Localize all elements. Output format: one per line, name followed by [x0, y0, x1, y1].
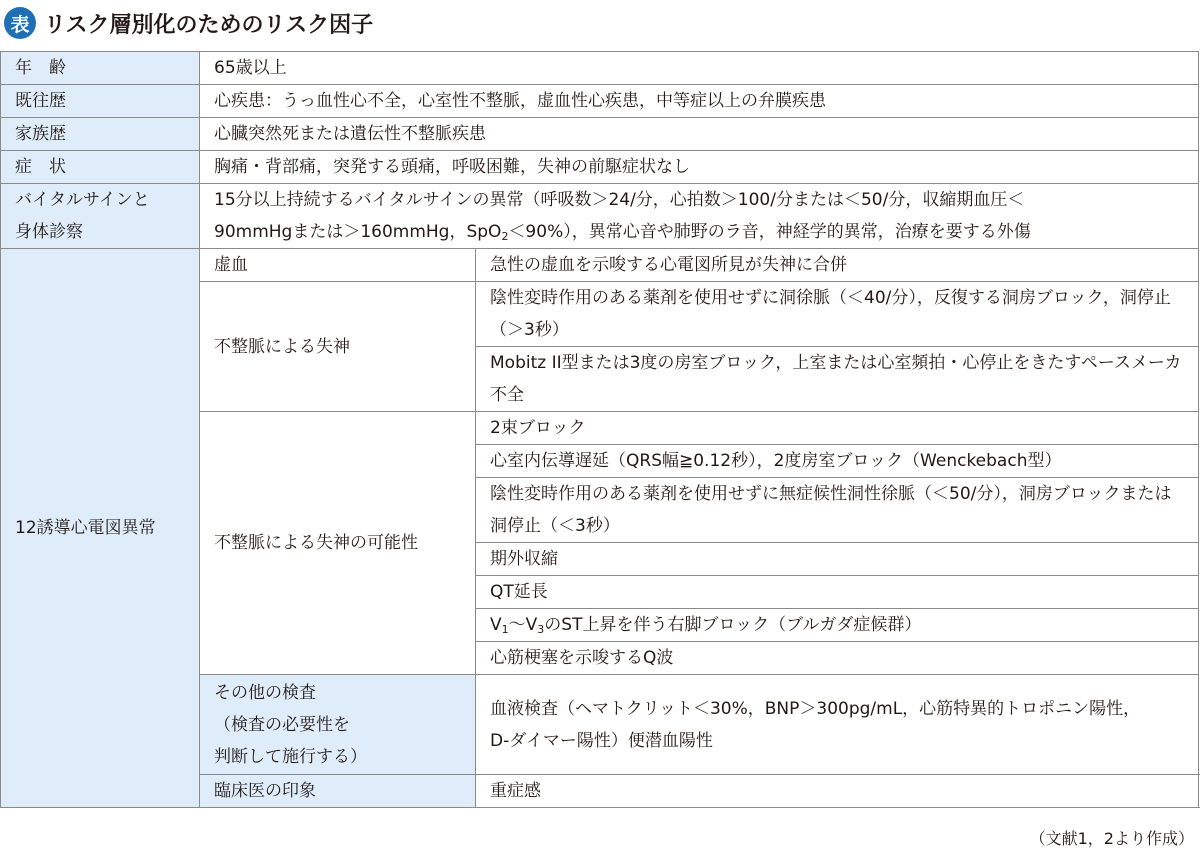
- table-row-age: [1, 52, 1199, 85]
- other-value-line1: 血液検査（ヘマトクリット＜30%，BNP＞300pg/mL，心筋特異的トロポニン陽性，: [490, 698, 1141, 719]
- table-title: [4, 6, 373, 40]
- vitals-spo2-text: 90mmHgまたは＞160mmHg，SpO: [214, 222, 502, 242]
- table-title-text: リスク層別化のためのリスク因子: [44, 12, 374, 38]
- row-label-other-line1: その他の検査: [214, 682, 316, 703]
- source-citation: （文献1，2より作成）: [1029, 829, 1194, 848]
- other-value-line2: D-ダイマー陽性）便潜血陽性: [490, 730, 713, 751]
- table-row-history: [1, 85, 1199, 118]
- table-row-ecg-ischemia: [1, 249, 1199, 282]
- vitals-value-line2: [214, 216, 1184, 248]
- row-label-ecg: 12誘導心電図異常: [1, 249, 200, 808]
- ecg-arrhythmia-item-2: Mobitz II型または3度の房室ブロック，上室または心室頻拍・心停止をきたすペースメーカ不全: [476, 347, 1199, 412]
- row-label-other-line3: 判断して施行する）: [214, 746, 367, 767]
- row-value-history: 心疾患：うっ血性心不全，心室性不整脈，虚血性心疾患，中等症以上の弁膜疾患: [200, 85, 1199, 118]
- ecg-possible-item-1: 2束ブロック: [476, 412, 1199, 445]
- risk-factor-table: [0, 51, 1199, 808]
- row-label-symptoms: 症 状: [1, 151, 200, 184]
- ecg-arrhythmia-label: 不整脈による失神: [200, 282, 476, 412]
- ecg-possible-item-7: 心筋梗塞を示唆するQ波: [476, 642, 1199, 675]
- row-value-other: [476, 675, 1199, 775]
- brugada-v-text: V: [490, 615, 502, 635]
- ecg-possible-item-2: 心室内伝導遅延（QRS幅≧0.12秒），2度房室ブロック（Wenckebach型）: [476, 445, 1199, 478]
- row-value-family: 心臓突然死または遺伝性不整脈疾患: [200, 118, 1199, 151]
- brugada-v3-text: 〜V: [508, 615, 538, 635]
- vitals-value-line2-rest: ＜90%），異常心音や肺野のラ音，神経学的異常，治療を要する外傷: [508, 222, 1031, 242]
- table-row-symptoms: [1, 151, 1199, 184]
- row-value-impression: 重症感: [476, 775, 1199, 808]
- row-label-other-line2: （検査の必要性を: [214, 714, 350, 735]
- row-value-symptoms: 胸痛・背部痛，突発する頭痛，呼吸困難，失神の前駆症状なし: [200, 151, 1199, 184]
- brugada-sub-1: 1: [501, 623, 509, 636]
- row-label-vitals: [1, 184, 200, 249]
- ecg-possible-item-6: [476, 609, 1199, 642]
- table-badge: 表: [4, 7, 36, 39]
- table-row-vitals: [1, 184, 1199, 249]
- row-label-impression: 臨床医の印象: [200, 775, 476, 808]
- brugada-sub-3: 3: [537, 623, 545, 636]
- brugada-rest-text: のST上昇を伴う右脚ブロック（ブルガダ症候群）: [544, 615, 922, 635]
- row-label-vitals-line1: バイタルサインと: [15, 190, 150, 210]
- row-label-family: 家族歴: [1, 118, 200, 151]
- row-value-age: 65歳以上: [200, 52, 1199, 85]
- vitals-spo2-subscript: 2: [501, 230, 509, 243]
- ecg-ischemia-label: 虚血: [200, 249, 476, 282]
- vitals-value-line1: 15分以上持続するバイタルサインの異常（呼吸数＞24/分，心拍数＞100/分または＜50/分，収縮期血圧＜: [214, 190, 1025, 210]
- row-label-age: 年 齢: [1, 52, 200, 85]
- ecg-possible-item-4: 期外収縮: [476, 543, 1199, 576]
- ecg-arrhythmia-item-1: 陰性変時作用のある薬剤を使用せずに洞徐脈（＜40/分），反復する洞房ブロック，洞停止（＞3秒）: [476, 282, 1199, 347]
- row-value-vitals: [200, 184, 1199, 249]
- row-label-other: [200, 675, 476, 775]
- table-row-family: [1, 118, 1199, 151]
- row-label-vitals-line2: 身体診察: [15, 222, 83, 242]
- ecg-ischemia-item: 急性の虚血を示唆する心電図所見が失神に合併: [476, 249, 1199, 282]
- row-label-history: 既往歴: [1, 85, 200, 118]
- ecg-possible-item-5: QT延長: [476, 576, 1199, 609]
- ecg-possible-label: 不整脈による失神の可能性: [200, 412, 476, 675]
- ecg-possible-item-3: 陰性変時作用のある薬剤を使用せずに無症候性洞性徐脈（＜50/分），洞房ブロックまたは洞停止（＜3秒）: [476, 478, 1199, 543]
